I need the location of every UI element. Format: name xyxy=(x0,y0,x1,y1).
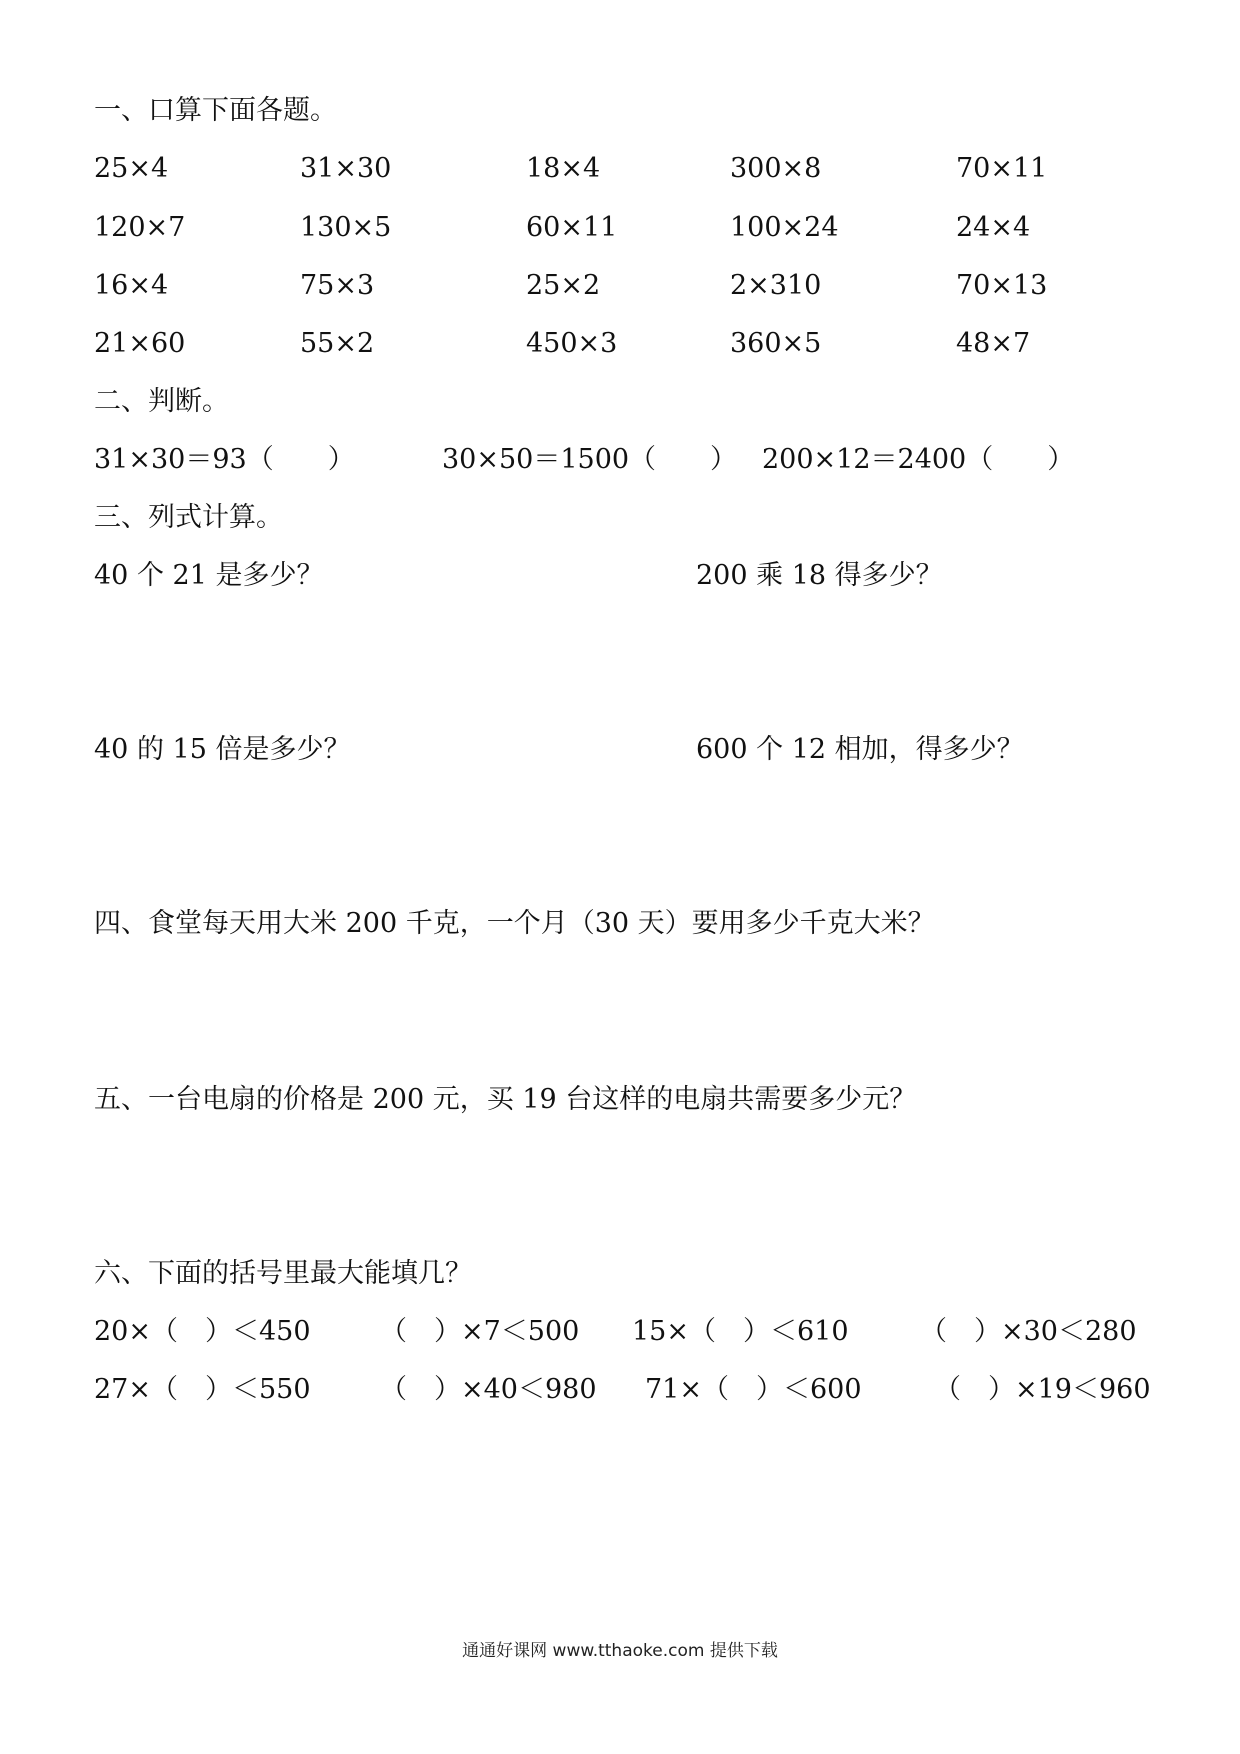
footer-credit: 通通好课网 www.tthaoke.com 提供下载 xyxy=(462,1641,778,1661)
mental-math-item: 130×5 xyxy=(300,212,392,243)
mental-math-item: 120×7 xyxy=(94,212,186,243)
word-problem-item: 40 的 15 倍是多少？ xyxy=(94,734,351,765)
mental-math-item: 300×8 xyxy=(730,153,822,184)
mental-math-item: 24×4 xyxy=(956,212,1031,243)
fill-bracket-item: （ ）×7＜500 xyxy=(380,1316,580,1347)
mental-math-item: 16×4 xyxy=(94,270,169,301)
mental-math-item: 31×30 xyxy=(300,153,392,184)
fill-bracket-item: 20×（ ）＜450 xyxy=(94,1316,311,1347)
fill-bracket-item: （ ）×19＜960 xyxy=(934,1374,1151,1405)
mental-math-item: 360×5 xyxy=(730,328,822,359)
judgment-item: 30×50＝1500（ ） xyxy=(442,444,738,475)
fill-bracket-item: 71×（ ）＜600 xyxy=(645,1374,862,1405)
fill-bracket-item: 27×（ ）＜550 xyxy=(94,1374,311,1405)
section5-question: 五、一台电扇的价格是 200 元，买 19 台这样的电扇共需要多少元？ xyxy=(94,1084,917,1115)
judgment-item: 200×12＝2400（ ） xyxy=(762,444,1075,475)
word-problem-item: 40 个 21 是多少？ xyxy=(94,560,324,591)
mental-math-item: 60×11 xyxy=(526,212,618,243)
fill-bracket-item: （ ）×40＜980 xyxy=(380,1374,597,1405)
word-problem-item: 600 个 12 相加，得多少？ xyxy=(696,734,1024,765)
mental-math-item: 25×2 xyxy=(526,270,601,301)
judgment-item: 31×30＝93（ ） xyxy=(94,444,355,475)
mental-math-item: 48×7 xyxy=(956,328,1031,359)
mental-math-item: 70×11 xyxy=(956,153,1048,184)
mental-math-item: 70×13 xyxy=(956,270,1048,301)
section3-heading: 三、列式计算。 xyxy=(94,502,283,533)
mental-math-item: 25×4 xyxy=(94,153,169,184)
mental-math-item: 18×4 xyxy=(526,153,601,184)
fill-bracket-item: 15×（ ）＜610 xyxy=(632,1316,849,1347)
section2-heading: 二、判断。 xyxy=(94,386,229,417)
section1-heading: 一、口算下面各题。 xyxy=(94,95,337,126)
mental-math-item: 75×3 xyxy=(300,270,375,301)
mental-math-item: 2×310 xyxy=(730,270,822,301)
section4-question: 四、食堂每天用大米 200 千克，一个月（30 天）要用多少千克大米？ xyxy=(94,908,935,939)
mental-math-item: 55×2 xyxy=(300,328,375,359)
fill-bracket-item: （ ）×30＜280 xyxy=(920,1316,1137,1347)
section6-heading: 六、下面的括号里最大能填几？ xyxy=(94,1258,472,1289)
mental-math-item: 21×60 xyxy=(94,328,186,359)
word-problem-item: 200 乘 18 得多少？ xyxy=(696,560,943,591)
mental-math-item: 450×3 xyxy=(526,328,618,359)
mental-math-item: 100×24 xyxy=(730,212,839,243)
